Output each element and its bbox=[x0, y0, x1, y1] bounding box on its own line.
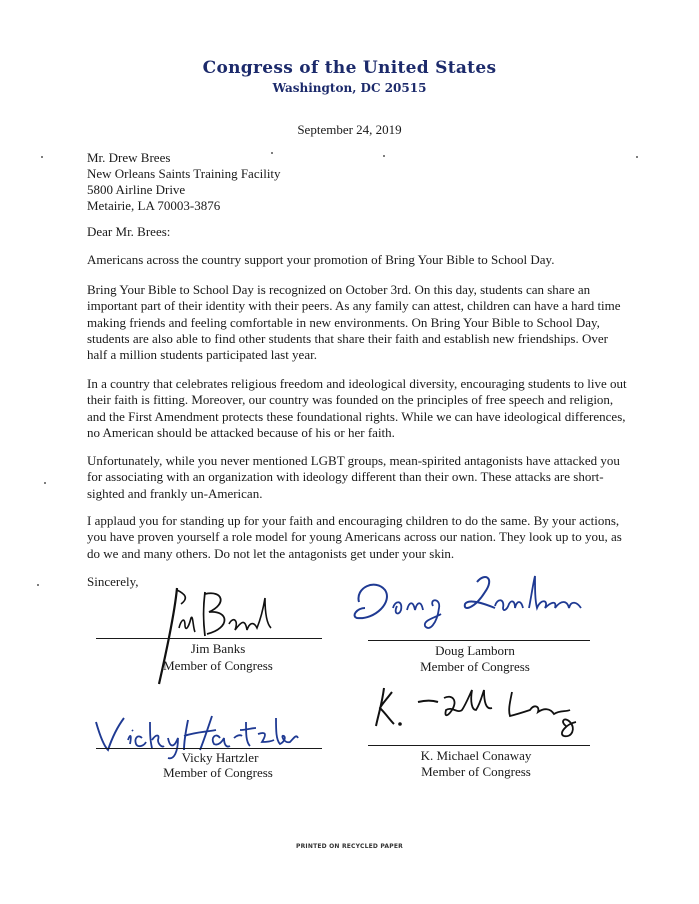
recipient-street: 5800 Airline Drive bbox=[87, 182, 186, 197]
signatory-name-jim-banks: Jim Banks bbox=[190, 641, 246, 656]
scan-speck bbox=[271, 152, 273, 154]
recipient-city: Metairie, LA 70003-3876 bbox=[87, 198, 221, 213]
paragraph-1: Americans across the country support your promotion of Bring Your Bible to School Day. bbox=[87, 252, 555, 267]
signatory-name-vicky-hartzler: Vicky Hartzler bbox=[181, 750, 259, 765]
recipient-name: Mr. Drew Brees bbox=[87, 150, 171, 165]
signature-line-k-michael-conaway bbox=[368, 745, 590, 746]
scan-speck bbox=[41, 156, 43, 158]
salutation: Dear Mr. Brees: bbox=[87, 224, 171, 239]
closing: Sincerely, bbox=[87, 574, 139, 589]
paragraph-5: I applaud you for standing up for your faith and encouraging children to do the same. By your actions, you have proven yourself a role model for young Americans across our nation. They look up to you, as do we and many others. Do not let the antagonists get under your skin. bbox=[87, 513, 622, 561]
scan-speck bbox=[44, 482, 46, 484]
letter-date: September 24, 2019 bbox=[297, 122, 402, 137]
signature-k-michael-conaway bbox=[362, 680, 592, 750]
signatory-name-doug-lamborn: Doug Lamborn bbox=[435, 643, 515, 658]
scan-speck bbox=[383, 155, 385, 157]
recipient-address bbox=[87, 150, 281, 214]
signatory-title-vicky-hartzler: Member of Congress bbox=[163, 765, 273, 780]
signature-line-vicky-hartzler bbox=[96, 748, 322, 749]
scan-speck bbox=[37, 584, 39, 586]
paragraph-2: Bring Your Bible to School Day is recognized on October 3rd. On this day, students can share an important part of their identity with their peers. As any family can attest, children can have a hard time making friends and feeling comfortable in new environments. On Bring Your Bible to School Day, students are also able to find other students that share their faith and establish new friendships. Over half a million students participated last year. bbox=[87, 282, 621, 363]
scan-speck bbox=[636, 156, 638, 158]
signature-line-doug-lamborn bbox=[368, 640, 590, 641]
recipient-organization: New Orleans Saints Training Facility bbox=[87, 166, 281, 181]
paragraph-4: Unfortunately, while you never mentioned LGBT groups, mean-spirited antagonists have attacked you for associating with an organization with ideology different than their own. These attacks are short-sighted and frankly un-American. bbox=[87, 453, 620, 501]
signatory-name-k-michael-conaway: K. Michael Conaway bbox=[420, 748, 532, 763]
signature-doug-lamborn bbox=[345, 568, 595, 640]
signature-line-jim-banks bbox=[96, 638, 322, 639]
signatory-title-doug-lamborn: Member of Congress bbox=[420, 659, 530, 674]
letterhead-title: Congress of the United States bbox=[202, 58, 497, 78]
recycled-paper-footer: PRINTED ON RECYCLED PAPER bbox=[296, 843, 403, 850]
signatory-title-jim-banks: Member of Congress bbox=[163, 658, 273, 673]
letterhead-address: Washington, DC 20515 bbox=[272, 81, 427, 95]
paragraph-3: In a country that celebrates religious freedom and ideological diversity, encouraging students to live out their faith is fitting. Moreover, our country was founded on the principles of free speech and religion, and the First Amendment protects these foundational rights. While we can have ideological differences, no American should be attacked because of his or her faith. bbox=[87, 376, 627, 440]
signatory-title-k-michael-conaway: Member of Congress bbox=[421, 764, 531, 779]
